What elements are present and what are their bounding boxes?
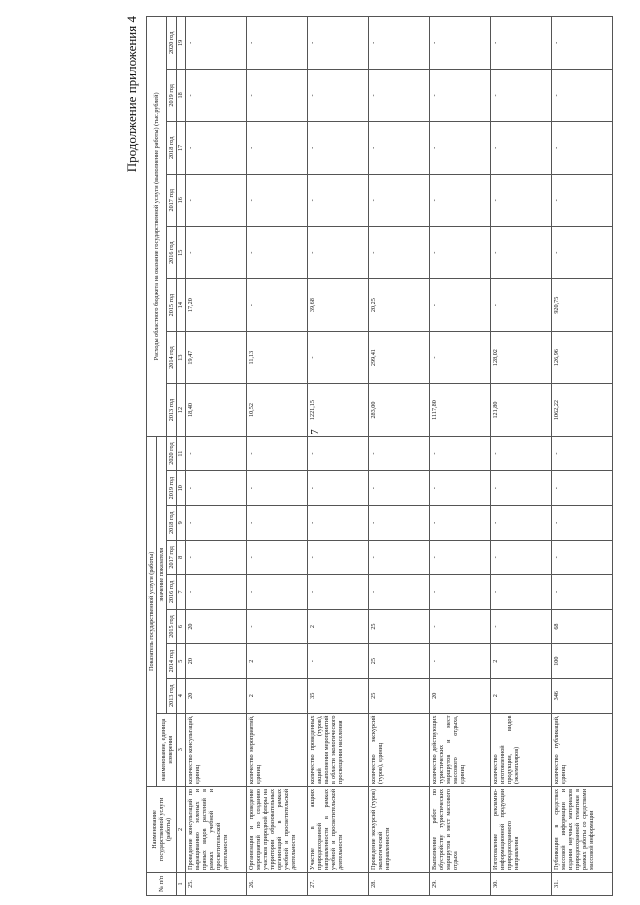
expense-value: 11,13 — [246, 331, 307, 383]
service-name: Проведение экскурсий (туров) экологической направленности — [368, 786, 429, 872]
indicator-value: 25 — [368, 609, 429, 644]
column-number: 8 — [177, 540, 185, 575]
expense-value: - — [185, 227, 246, 279]
indicator-value: - — [246, 436, 307, 471]
indicator-value: 2 — [490, 678, 551, 713]
header-year: 2018 год — [167, 505, 177, 540]
indicator-value: - — [490, 505, 551, 540]
expense-value: - — [246, 174, 307, 226]
expense-value: - — [429, 279, 490, 331]
indicator-value: - — [368, 540, 429, 575]
column-number: 10 — [177, 471, 185, 506]
header-year: 2016 год — [167, 575, 177, 610]
indicator-value: - — [490, 575, 551, 610]
table-row — [307, 17, 368, 896]
row-number: 27. — [307, 872, 368, 895]
expense-value: 299,41 — [368, 331, 429, 383]
expense-value: - — [246, 122, 307, 174]
expense-value: - — [551, 174, 612, 226]
table-body — [177, 17, 612, 896]
indicator-name: количество экскурсий (туров), единиц — [368, 713, 429, 786]
column-number: 15 — [177, 227, 185, 279]
indicator-value: 68 — [551, 609, 612, 644]
header-year: 2017 год — [167, 174, 177, 226]
column-number: 13 — [177, 331, 185, 383]
page-number: 7 — [308, 429, 321, 435]
indicator-name: количество консультаций, единиц — [185, 713, 246, 786]
indicator-value: 20 — [185, 644, 246, 679]
expense-value: - — [307, 17, 368, 70]
table-row — [185, 17, 246, 896]
expense-value: - — [551, 69, 612, 121]
indicator-value: - — [429, 540, 490, 575]
header-year: 2015 год — [167, 609, 177, 644]
expense-value: - — [429, 331, 490, 383]
indicator-value: 2 — [246, 678, 307, 713]
expense-value: - — [307, 122, 368, 174]
indicator-value: - — [429, 575, 490, 610]
column-number: 12 — [177, 384, 185, 436]
expense-value: - — [185, 122, 246, 174]
column-number: 11 — [177, 436, 185, 471]
row-number: 28. — [368, 872, 429, 895]
expense-value: 126,96 — [551, 331, 612, 383]
header-year: 2018 год — [167, 122, 177, 174]
indicator-value: - — [246, 471, 307, 506]
expense-value: 1221,15 — [307, 384, 368, 436]
expense-value: - — [246, 227, 307, 279]
expense-value: - — [429, 122, 490, 174]
expense-value: - — [307, 331, 368, 383]
indicator-value: - — [429, 471, 490, 506]
header-indicator-name: наименование, единица измерения — [157, 713, 177, 786]
row-number: 31. — [551, 872, 612, 895]
expense-value: - — [429, 17, 490, 70]
expense-value: 17,20 — [185, 279, 246, 331]
indicator-name: количество действующих туристических маршрутов и мест массового отдыха, единиц — [429, 713, 490, 786]
expense-value: - — [429, 69, 490, 121]
indicator-value: 2 — [307, 609, 368, 644]
indicator-value: 20 — [185, 609, 246, 644]
indicator-value: - — [551, 505, 612, 540]
expense-value: 128,02 — [490, 331, 551, 383]
service-name: Публикации в средствах массовой информации и издания научных материалов природоохранной тематики в рамках работы со средствами массовой информации — [551, 786, 612, 872]
expense-value: - — [551, 122, 612, 174]
service-name: Проведение консультаций по выращиванию зеленых и пряных видов растений в рамках учебной и просветительской деятельности — [185, 786, 246, 872]
expense-value: - — [368, 227, 429, 279]
indicator-value: - — [429, 644, 490, 679]
column-number: 16 — [177, 174, 185, 226]
indicator-value: - — [490, 436, 551, 471]
header-year: 2020 год — [167, 17, 177, 70]
header-no: № п/п — [147, 872, 177, 895]
indicator-value: 100 — [551, 644, 612, 679]
table-row — [368, 17, 429, 896]
indicator-value: - — [307, 436, 368, 471]
indicator-value: - — [307, 471, 368, 506]
header-year: 2014 год — [167, 331, 177, 383]
expense-value: - — [551, 17, 612, 70]
indicator-value: 2 — [490, 644, 551, 679]
column-number: 19 — [177, 17, 185, 70]
column-number: 5 — [177, 644, 185, 679]
indicator-value: - — [185, 540, 246, 575]
indicator-value: 25 — [368, 678, 429, 713]
indicator-value: - — [307, 644, 368, 679]
rotated-sheet — [118, 16, 618, 896]
indicator-name: количество изготовленной продукции, видов (экземпляров) — [490, 713, 551, 786]
indicator-value: - — [490, 471, 551, 506]
expense-value: 121,80 — [490, 384, 551, 436]
expense-value: - — [490, 174, 551, 226]
table-row — [551, 17, 612, 896]
expense-value: - — [551, 227, 612, 279]
expense-value: - — [246, 17, 307, 70]
column-number: 7 — [177, 575, 185, 610]
indicator-value: - — [551, 540, 612, 575]
row-number: 29. — [429, 872, 490, 895]
expense-value: - — [490, 69, 551, 121]
column-number: 18 — [177, 69, 185, 121]
indicator-value: - — [551, 575, 612, 610]
expense-value: - — [429, 227, 490, 279]
header-year: 2014 год — [167, 644, 177, 679]
row-number: 25. — [185, 872, 246, 895]
row-number: 30. — [490, 872, 551, 895]
indicator-value: - — [368, 505, 429, 540]
indicator-value: 35 — [307, 678, 368, 713]
header-year: 2013 год — [167, 384, 177, 436]
table-row — [490, 17, 551, 896]
expense-value: - — [246, 69, 307, 121]
expense-value: 20,25 — [368, 279, 429, 331]
appendix-title: Продолжение приложения 4 — [124, 16, 139, 173]
column-number: 6 — [177, 609, 185, 644]
table-row — [246, 17, 307, 896]
indicator-value: - — [185, 505, 246, 540]
service-name: Выполнение работ по обустройству туристических маршрутов и мест массового отдыха — [429, 786, 490, 872]
header-year: 2015 год — [167, 279, 177, 331]
indicator-value: 346 — [551, 678, 612, 713]
indicator-value: - — [551, 471, 612, 506]
expense-value: 10,52 — [246, 384, 307, 436]
service-name: Организация и проведение мероприятий по созданию участков природной флоры на территории образовательных организаций в рамках учебной и просветительской деятельности — [246, 786, 307, 872]
indicator-value: - — [185, 436, 246, 471]
indicator-value: 25 — [368, 644, 429, 679]
expense-value: 920,75 — [551, 279, 612, 331]
expense-value: 19,47 — [185, 331, 246, 383]
expense-value: - — [246, 279, 307, 331]
indicator-value: - — [185, 575, 246, 610]
row-number: 26. — [246, 872, 307, 895]
expense-value: - — [368, 69, 429, 121]
header-year: 2013 год — [167, 678, 177, 713]
header-year: 2020 год — [167, 436, 177, 471]
indicator-name: количество мероприятий, единиц — [246, 713, 307, 786]
expense-value: 1062,22 — [551, 384, 612, 436]
column-number-row — [177, 17, 185, 896]
indicator-value: - — [490, 540, 551, 575]
indicator-value: - — [307, 575, 368, 610]
expense-value: - — [307, 69, 368, 121]
indicator-value: - — [368, 436, 429, 471]
expense-value: 283,00 — [368, 384, 429, 436]
indicator-value: - — [368, 575, 429, 610]
indicator-value: - — [246, 575, 307, 610]
indicator-value: - — [429, 505, 490, 540]
indicator-name: количество проведенных акций (туров), выполнения мероприятий в области экологического просвещения населения — [307, 713, 368, 786]
header-service-name: Наименование государственной услуги (работы) — [147, 786, 177, 872]
expense-value: 18,40 — [185, 384, 246, 436]
column-number: 17 — [177, 122, 185, 174]
expense-value: - — [368, 17, 429, 70]
header-year: 2016 год — [167, 227, 177, 279]
expense-value: - — [185, 69, 246, 121]
expense-value: - — [185, 174, 246, 226]
expense-value: - — [490, 227, 551, 279]
header-year: 2017 год — [167, 540, 177, 575]
expense-value: - — [490, 122, 551, 174]
table-row — [429, 17, 490, 896]
indicator-value: - — [490, 609, 551, 644]
indicator-value: 2 — [246, 644, 307, 679]
column-number: 3 — [177, 713, 185, 786]
indicator-name: количество публикаций, единиц — [551, 713, 612, 786]
column-number: 1 — [177, 872, 185, 895]
expense-value: 1117,80 — [429, 384, 490, 436]
column-number: 2 — [177, 786, 185, 872]
expense-value: - — [490, 17, 551, 70]
expense-value: - — [368, 122, 429, 174]
expense-value: - — [307, 174, 368, 226]
header-indicator-group: Показатель государственной услуги (работы) — [147, 436, 157, 786]
indicator-value: - — [429, 609, 490, 644]
column-number: 14 — [177, 279, 185, 331]
column-number: 4 — [177, 678, 185, 713]
service-name: Участие в акциях природоохранной направленности в рамках учебной и просветительской деятельности — [307, 786, 368, 872]
indicator-value: 20 — [429, 678, 490, 713]
indicator-value: - — [368, 471, 429, 506]
indicator-value: - — [246, 540, 307, 575]
expense-value: - — [429, 174, 490, 226]
indicator-value: - — [551, 436, 612, 471]
expense-value: - — [368, 174, 429, 226]
expense-value: - — [307, 227, 368, 279]
header-values-group: значение показателя — [157, 436, 167, 713]
header-year: 2019 год — [167, 471, 177, 506]
indicator-value: 20 — [185, 678, 246, 713]
service-name: Изготовление рекламно-информационной продукции природоохранного направления — [490, 786, 551, 872]
expense-value: - — [185, 17, 246, 70]
expense-value: 39,68 — [307, 279, 368, 331]
header-year: 2019 год — [167, 69, 177, 121]
header-expenses-group: Расходы областного бюджета на оказание государственной услуги (выполнение работы) (тыс.рублей) — [147, 17, 167, 437]
indicator-value: - — [307, 505, 368, 540]
indicator-value: - — [307, 540, 368, 575]
indicator-value: - — [246, 505, 307, 540]
services-table — [146, 16, 613, 896]
indicator-value: - — [429, 436, 490, 471]
indicator-value: - — [246, 609, 307, 644]
expense-value: - — [490, 279, 551, 331]
indicator-value: - — [185, 471, 246, 506]
column-number: 9 — [177, 505, 185, 540]
